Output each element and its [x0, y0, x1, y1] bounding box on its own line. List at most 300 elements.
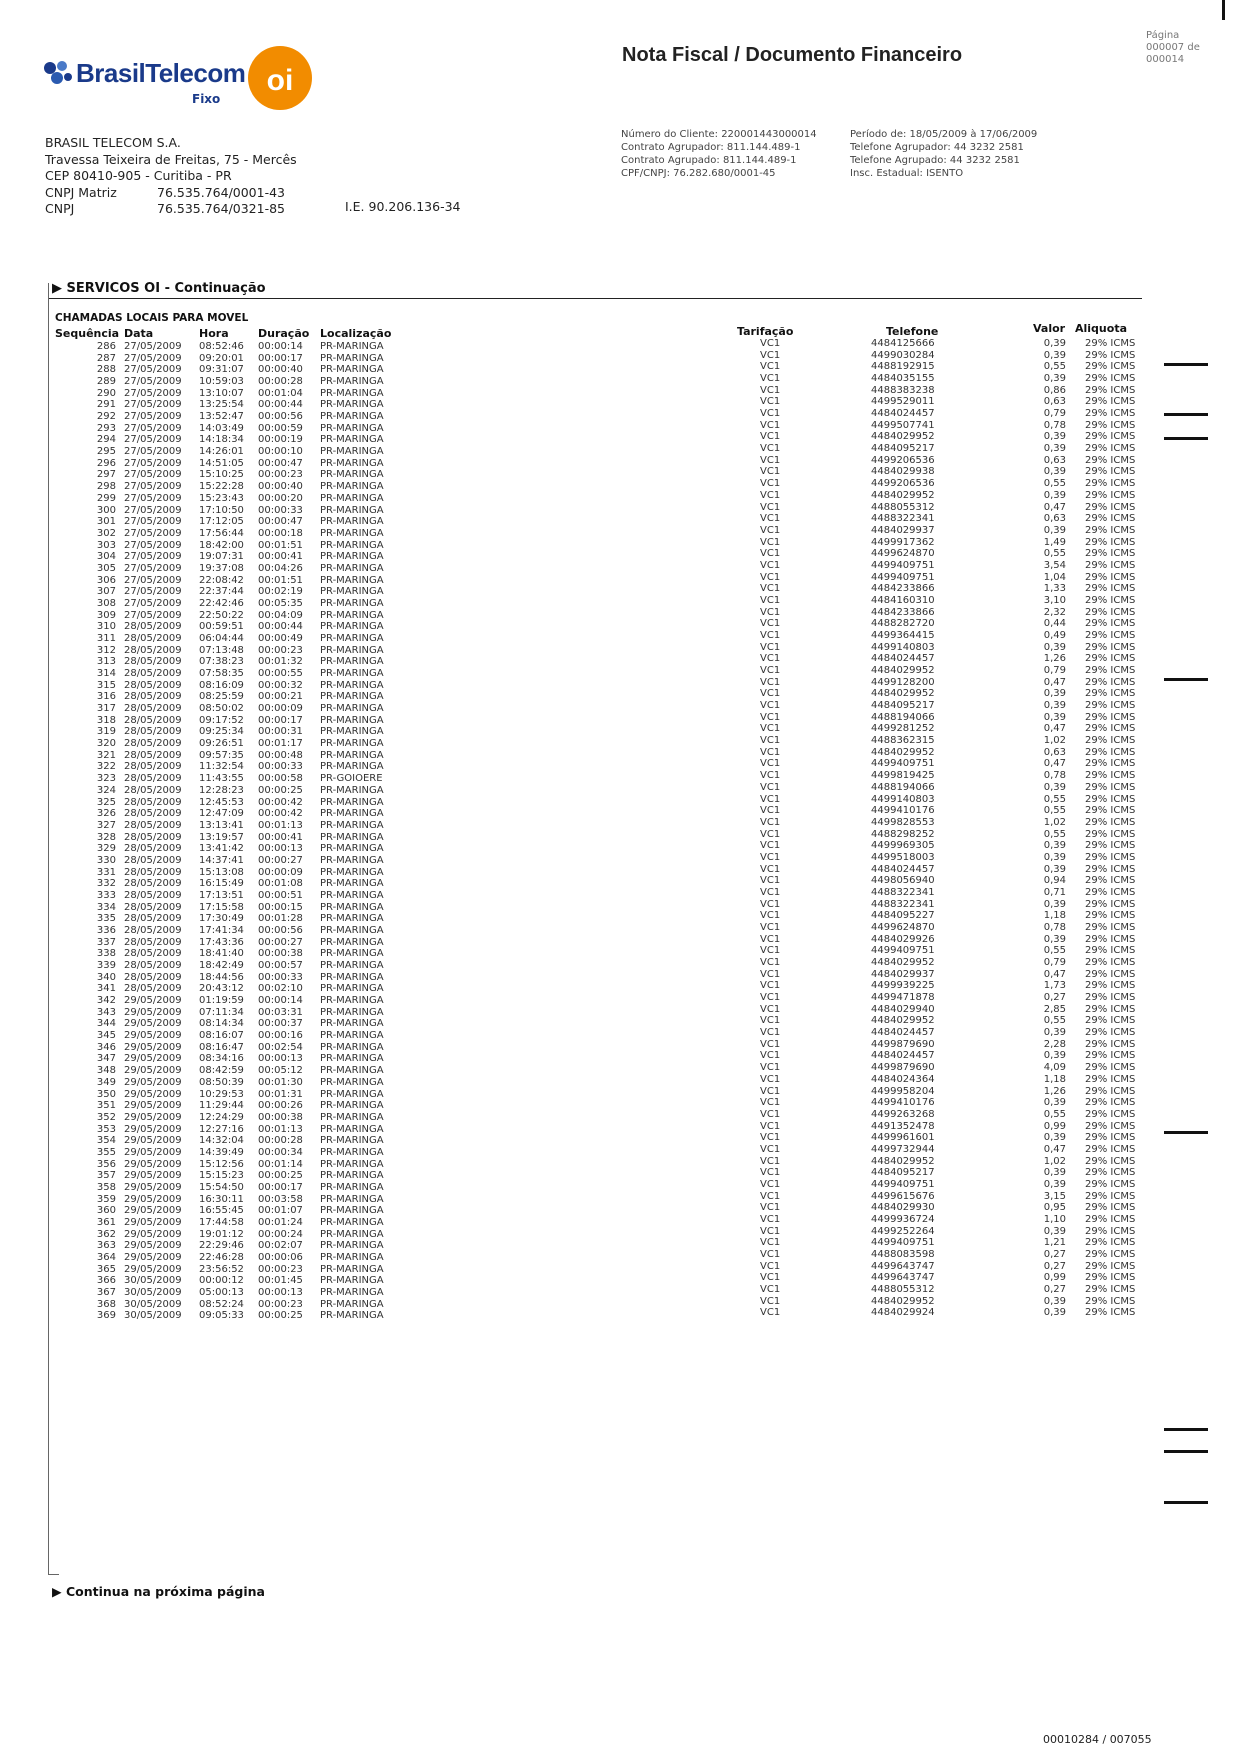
row-value: 0,55 — [1043, 548, 1066, 560]
row-rate: 29% ICMS — [1085, 338, 1136, 349]
row-phone: 4484029940 — [871, 1003, 935, 1015]
row-duration: 00:00:33 — [258, 971, 303, 983]
row-time: 13:13:41 — [199, 819, 244, 831]
row-seq: 336 — [96, 925, 116, 936]
row-location: PR-MARINGA — [320, 1123, 384, 1135]
row-rate: 29% ICMS — [1085, 1225, 1136, 1237]
row-tariff: VC1 — [760, 886, 781, 898]
row-phone: 4498056940 — [871, 875, 935, 887]
row-tariff: VC1 — [760, 1190, 781, 1202]
row-date: 29/05/2009 — [124, 1217, 182, 1228]
row-rate: 29% ICMS — [1085, 851, 1136, 863]
row-value: 0,39 — [1043, 1050, 1066, 1062]
row-rate: 29% ICMS — [1085, 536, 1136, 548]
row-date: 27/05/2009 — [124, 434, 182, 446]
row-tariff: VC1 — [760, 688, 781, 700]
row-phone: 4499961601 — [871, 1132, 935, 1144]
row-seq: 358 — [96, 1181, 116, 1193]
row-phone: 4484024364 — [871, 1073, 935, 1085]
row-date: 28/05/2009 — [124, 889, 182, 901]
row-phone: 4484125666 — [871, 338, 935, 349]
row-time: 14:26:01 — [199, 446, 244, 458]
row-rate: 29% ICMS — [1085, 641, 1136, 653]
row-date: 29/05/2009 — [124, 1018, 182, 1030]
row-time: 18:42:00 — [199, 539, 244, 551]
row-phone: 4499409751 — [871, 1178, 935, 1190]
row-rate: 29% ICMS — [1085, 419, 1136, 431]
row-date: 28/05/2009 — [124, 656, 182, 668]
row-location: PR-MARINGA — [320, 679, 384, 691]
row-seq: 308 — [96, 597, 116, 609]
row-duration: 00:00:21 — [258, 691, 303, 703]
row-time: 17:15:58 — [199, 901, 244, 913]
col-header-duration: Duração — [258, 327, 310, 340]
row-value: 1,18 — [1043, 910, 1066, 922]
row-tariff: VC1 — [760, 396, 781, 408]
row-date: 28/05/2009 — [124, 773, 182, 785]
row-seq: 350 — [96, 1088, 116, 1100]
row-duration: 00:00:24 — [258, 1228, 303, 1240]
row-location: PR-MARINGA — [320, 1298, 384, 1310]
row-phone: 4484029938 — [871, 466, 935, 478]
row-phone: 4484029952 — [871, 957, 935, 969]
col-header-rate: Aliquota — [1075, 322, 1127, 335]
continue-note — [52, 1584, 265, 1599]
row-value: 0,27 — [1043, 1260, 1066, 1272]
row-value: 0,63 — [1043, 454, 1066, 466]
row-phone: 4499409751 — [871, 1237, 935, 1249]
row-time: 08:16:07 — [199, 1030, 244, 1042]
contrato-agrupado: Contrato Agrupado: 811.144.489-1 — [621, 155, 797, 166]
row-value: 0,39 — [1043, 898, 1066, 910]
row-tariff: VC1 — [760, 571, 781, 583]
row-phone: 4484029926 — [871, 933, 935, 945]
row-date: 29/05/2009 — [124, 1252, 182, 1264]
row-location: PR-MARINGA — [320, 960, 384, 972]
row-rate: 29% ICMS — [1085, 957, 1136, 969]
row-location: PR-MARINGA — [320, 1041, 384, 1053]
row-location: PR-MARINGA — [320, 516, 384, 528]
row-value: 0,47 — [1043, 758, 1066, 770]
row-seq: 296 — [96, 457, 116, 469]
row-location: PR-MARINGA — [320, 901, 384, 913]
row-time: 14:37:41 — [199, 854, 244, 866]
row-rate: 29% ICMS — [1085, 653, 1136, 665]
client-number: Número do Cliente: 220001443000014 — [621, 129, 817, 140]
row-tariff: VC1 — [760, 1237, 781, 1249]
row-phone: 4488362315 — [871, 735, 935, 747]
row-seq: 346 — [96, 1041, 116, 1053]
row-value: 0,55 — [1043, 1108, 1066, 1120]
row-date: 27/05/2009 — [124, 492, 182, 504]
row-time: 19:07:31 — [199, 551, 244, 563]
row-seq: 300 — [96, 504, 116, 516]
margin-mark — [1164, 1428, 1208, 1431]
row-rate: 29% ICMS — [1085, 793, 1136, 805]
row-duration: 00:00:23 — [258, 644, 303, 656]
row-time: 14:03:49 — [199, 422, 244, 434]
row-location: PR-MARINGA — [320, 469, 384, 481]
document-code: 00010284 / 007055 — [1043, 1733, 1152, 1746]
row-phone: 4488322341 — [871, 898, 935, 910]
row-tariff: VC1 — [760, 1062, 781, 1074]
cnpj-row — [45, 201, 297, 218]
row-tariff: VC1 — [760, 746, 781, 758]
row-seq: 291 — [96, 399, 116, 411]
row-seq: 297 — [96, 469, 116, 481]
row-time: 18:44:56 — [199, 971, 244, 983]
row-seq: 312 — [96, 644, 116, 656]
cnpj-matriz-label: CNPJ Matriz — [45, 184, 117, 200]
row-time: 19:01:12 — [199, 1228, 244, 1240]
row-location: PR-MARINGA — [320, 527, 384, 539]
row-seq: 307 — [96, 586, 116, 598]
row-date: 28/05/2009 — [124, 703, 182, 715]
row-phone: 4484024457 — [871, 863, 935, 875]
row-location: PR-MARINGA — [320, 1252, 384, 1264]
row-date: 29/05/2009 — [124, 1065, 182, 1077]
row-rate: 29% ICMS — [1085, 1249, 1136, 1261]
row-duration: 00:00:56 — [258, 925, 303, 936]
row-time: 14:32:04 — [199, 1135, 244, 1147]
row-duration: 00:00:42 — [258, 796, 303, 808]
row-seq: 306 — [96, 574, 116, 586]
row-rate: 29% ICMS — [1085, 384, 1136, 396]
row-duration: 00:01:51 — [258, 539, 303, 551]
row-date: 29/05/2009 — [124, 1228, 182, 1240]
row-time: 20:43:12 — [199, 983, 244, 995]
row-date: 27/05/2009 — [124, 341, 182, 352]
row-value: 0,94 — [1043, 875, 1066, 887]
row-value: 0,39 — [1043, 489, 1066, 501]
row-tariff: VC1 — [760, 1038, 781, 1050]
row-phone: 4499732944 — [871, 1143, 935, 1155]
page-indicator — [1146, 30, 1200, 66]
row-seq: 334 — [96, 901, 116, 913]
row-value: 1,49 — [1043, 536, 1066, 548]
inscricao-estadual: I.E. 90.206.136-34 — [345, 199, 461, 214]
row-rate: 29% ICMS — [1085, 735, 1136, 747]
row-value: 0,47 — [1043, 723, 1066, 735]
row-time: 13:41:42 — [199, 843, 244, 855]
row-seq: 369 — [96, 1310, 116, 1322]
row-value: 0,44 — [1043, 618, 1066, 630]
row-value: 1,21 — [1043, 1237, 1066, 1249]
row-time: 08:50:39 — [199, 1076, 244, 1088]
row-date: 28/05/2009 — [124, 971, 182, 983]
row-location: PR-MARINGA — [320, 1030, 384, 1042]
row-seq: 351 — [96, 1100, 116, 1112]
row-duration: 00:02:10 — [258, 983, 303, 995]
row-tariff: VC1 — [760, 641, 781, 653]
row-value: 0,78 — [1043, 419, 1066, 431]
client-info-right — [850, 128, 1037, 180]
continue-text: Continua na próxima página — [65, 1584, 265, 1599]
row-value: 0,78 — [1043, 922, 1066, 933]
row-value: 0,39 — [1043, 1225, 1066, 1237]
row-location: PR-MARINGA — [320, 422, 384, 434]
row-tariff: VC1 — [760, 758, 781, 770]
row-time: 15:22:28 — [199, 481, 244, 493]
row-time: 12:27:16 — [199, 1123, 244, 1135]
row-rate: 29% ICMS — [1085, 1272, 1136, 1284]
row-time: 08:52:46 — [199, 341, 244, 352]
row-value: 0,39 — [1043, 851, 1066, 863]
row-location: PR-MARINGA — [320, 411, 384, 423]
row-location: PR-MARINGA — [320, 936, 384, 948]
scan-edge-mark — [1222, 0, 1225, 20]
row-rate: 29% ICMS — [1085, 886, 1136, 898]
row-location: PR-MARINGA — [320, 808, 384, 820]
row-seq: 360 — [96, 1205, 116, 1217]
row-location: PR-MARINGA — [320, 983, 384, 995]
row-duration: 00:00:34 — [258, 1146, 303, 1158]
row-rate: 29% ICMS — [1085, 746, 1136, 758]
row-rate: 29% ICMS — [1085, 863, 1136, 875]
row-date: 28/05/2009 — [124, 948, 182, 960]
row-date: 28/05/2009 — [124, 784, 182, 796]
row-duration: 00:00:42 — [258, 808, 303, 820]
row-rate: 29% ICMS — [1085, 1003, 1136, 1015]
row-duration: 00:01:17 — [258, 738, 303, 750]
row-value: 0,86 — [1043, 384, 1066, 396]
row-duration: 00:05:35 — [258, 597, 303, 609]
row-value: 1,04 — [1043, 571, 1066, 583]
row-time: 05:00:13 — [199, 1287, 244, 1299]
row-location: PR-MARINGA — [320, 1240, 384, 1252]
row-date: 28/05/2009 — [124, 633, 182, 644]
row-seq: 319 — [96, 726, 116, 738]
row-time: 07:38:23 — [199, 656, 244, 668]
row-tariff: VC1 — [760, 1260, 781, 1272]
row-duration: 00:00:40 — [258, 481, 303, 493]
row-location: PR-MARINGA — [320, 457, 384, 469]
row-value: 2,85 — [1043, 1003, 1066, 1015]
row-phone: 4499958204 — [871, 1085, 935, 1097]
row-tariff: VC1 — [760, 1132, 781, 1144]
row-tariff: VC1 — [760, 805, 781, 817]
row-date: 29/05/2009 — [124, 1006, 182, 1018]
row-duration: 00:00:28 — [258, 376, 303, 388]
row-time: 12:24:29 — [199, 1111, 244, 1123]
row-time: 08:34:16 — [199, 1053, 244, 1065]
row-seq: 356 — [96, 1158, 116, 1170]
row-location: PR-MARINGA — [320, 796, 384, 808]
row-phone: 4484095217 — [871, 700, 935, 712]
row-seq: 353 — [96, 1123, 116, 1135]
row-tariff: VC1 — [760, 583, 781, 595]
row-phone: 4499879690 — [871, 1038, 935, 1050]
row-date: 30/05/2009 — [124, 1275, 182, 1287]
row-time: 14:39:49 — [199, 1146, 244, 1158]
row-value: 0,78 — [1043, 770, 1066, 782]
row-location: PR-MARINGA — [320, 913, 384, 925]
row-duration: 00:00:27 — [258, 854, 303, 866]
row-phone: 4488055312 — [871, 1284, 935, 1296]
row-date: 27/05/2009 — [124, 446, 182, 458]
row-date: 27/05/2009 — [124, 574, 182, 586]
row-value: 0,95 — [1043, 1202, 1066, 1214]
row-duration: 00:01:30 — [258, 1076, 303, 1088]
brand-name: BrasilTelecom — [76, 58, 246, 88]
row-duration: 00:00:20 — [258, 492, 303, 504]
row-rate: 29% ICMS — [1085, 980, 1136, 992]
row-rate: 29% ICMS — [1085, 665, 1136, 677]
row-tariff: VC1 — [760, 945, 781, 957]
row-phone: 4499409751 — [871, 571, 935, 583]
row-date: 29/05/2009 — [124, 1041, 182, 1053]
row-date: 27/05/2009 — [124, 597, 182, 609]
row-duration: 00:04:09 — [258, 609, 303, 621]
row-tariff: VC1 — [760, 419, 781, 431]
row-tariff: VC1 — [760, 1108, 781, 1120]
row-value: 0,55 — [1043, 805, 1066, 817]
row-date: 27/05/2009 — [124, 364, 182, 376]
row-value: 0,79 — [1043, 665, 1066, 677]
row-location: PR-MARINGA — [320, 1217, 384, 1228]
row-location: PR-MARINGA — [320, 761, 384, 773]
row-date: 28/05/2009 — [124, 843, 182, 855]
row-seq: 328 — [96, 831, 116, 843]
margin-mark — [1164, 1501, 1208, 1504]
row-date: 27/05/2009 — [124, 352, 182, 364]
row-date: 27/05/2009 — [124, 504, 182, 516]
row-duration: 00:00:25 — [258, 784, 303, 796]
row-duration: 00:00:25 — [258, 1170, 303, 1182]
row-tariff: VC1 — [760, 1003, 781, 1015]
row-tariff: VC1 — [760, 594, 781, 606]
row-tariff: VC1 — [760, 338, 781, 349]
margin-mark — [1164, 413, 1208, 416]
row-phone: 4484029937 — [871, 968, 935, 980]
row-location: PR-MARINGA — [320, 644, 384, 656]
telefone-agrupador: Telefone Agrupador: 44 3232 2581 — [850, 142, 1024, 153]
row-rate: 29% ICMS — [1085, 1038, 1136, 1050]
row-location: PR-MARINGA — [320, 1111, 384, 1123]
row-seq: 293 — [96, 422, 116, 434]
row-phone: 4499409751 — [871, 758, 935, 770]
row-seq: 357 — [96, 1170, 116, 1182]
row-date: 29/05/2009 — [124, 1088, 182, 1100]
row-time: 10:29:53 — [199, 1088, 244, 1100]
row-rate: 29% ICMS — [1085, 992, 1136, 1004]
row-time: 17:10:50 — [199, 504, 244, 516]
row-value: 2,32 — [1043, 606, 1066, 618]
row-date: 29/05/2009 — [124, 1263, 182, 1275]
billing-period: Período de: 18/05/2009 à 17/06/2009 — [850, 129, 1038, 140]
row-value: 1,73 — [1043, 980, 1066, 992]
row-phone: 4484233866 — [871, 583, 935, 595]
row-tariff: VC1 — [760, 957, 781, 969]
row-phone: 4488322341 — [871, 886, 935, 898]
row-time: 18:42:49 — [199, 960, 244, 972]
row-location: PR-MARINGA — [320, 1065, 384, 1077]
row-value: 0,39 — [1043, 1132, 1066, 1144]
row-date: 30/05/2009 — [124, 1287, 182, 1299]
row-rate: 29% ICMS — [1085, 618, 1136, 630]
row-tariff: VC1 — [760, 980, 781, 992]
row-rate: 29% ICMS — [1085, 1085, 1136, 1097]
row-phone: 4488322341 — [871, 513, 935, 525]
row-rate: 29% ICMS — [1085, 548, 1136, 560]
row-time: 09:31:07 — [199, 364, 244, 376]
row-rate: 29% ICMS — [1085, 489, 1136, 501]
row-value: 0,39 — [1043, 349, 1066, 361]
row-rate: 29% ICMS — [1085, 1178, 1136, 1190]
row-seq: 287 — [96, 352, 116, 364]
row-location: PR-MARINGA — [320, 726, 384, 738]
row-location: PR-MARINGA — [320, 656, 384, 668]
row-phone: 4488282720 — [871, 618, 935, 630]
row-date: 28/05/2009 — [124, 819, 182, 831]
row-duration: 00:01:32 — [258, 656, 303, 668]
row-time: 16:55:45 — [199, 1205, 244, 1217]
row-phone: 4488194066 — [871, 711, 935, 723]
row-phone: 4488055312 — [871, 501, 935, 513]
row-phone: 4499615676 — [871, 1190, 935, 1202]
row-rate: 29% ICMS — [1085, 1260, 1136, 1272]
row-duration: 00:01:14 — [258, 1158, 303, 1170]
row-rate: 29% ICMS — [1085, 700, 1136, 712]
row-phone: 4484029952 — [871, 688, 935, 700]
row-rate: 29% ICMS — [1085, 1062, 1136, 1074]
margin-mark — [1164, 363, 1208, 366]
row-phone: 4499624870 — [871, 922, 935, 933]
row-rate: 29% ICMS — [1085, 431, 1136, 443]
row-tariff: VC1 — [760, 1214, 781, 1225]
row-time: 18:41:40 — [199, 948, 244, 960]
row-date: 27/05/2009 — [124, 481, 182, 493]
row-rate: 29% ICMS — [1085, 781, 1136, 793]
document-title: Nota Fiscal / Documento Financeiro — [622, 44, 963, 66]
row-duration: 00:00:13 — [258, 843, 303, 855]
row-date: 27/05/2009 — [124, 457, 182, 469]
row-date: 27/05/2009 — [124, 551, 182, 563]
col-header-value: Valor — [1033, 322, 1066, 335]
row-rate: 29% ICMS — [1085, 1015, 1136, 1027]
row-date: 28/05/2009 — [124, 726, 182, 738]
row-seq: 316 — [96, 691, 116, 703]
row-time: 22:42:46 — [199, 597, 244, 609]
row-date: 28/05/2009 — [124, 679, 182, 691]
row-value: 0,27 — [1043, 1249, 1066, 1261]
row-phone: 4499507741 — [871, 419, 935, 431]
row-phone: 4484095217 — [871, 1167, 935, 1179]
row-time: 00:00:12 — [199, 1275, 244, 1287]
row-phone: 4499263268 — [871, 1108, 935, 1120]
row-date: 28/05/2009 — [124, 936, 182, 948]
cnpj-matriz-value: 76.535.764/0001-43 — [157, 184, 286, 200]
row-seq: 323 — [96, 773, 116, 785]
row-value: 1,02 — [1043, 816, 1066, 828]
row-rate: 29% ICMS — [1085, 933, 1136, 945]
row-duration: 00:00:14 — [258, 995, 303, 1007]
row-duration: 00:00:58 — [258, 773, 303, 785]
row-date: 29/05/2009 — [124, 1146, 182, 1158]
row-rate: 29% ICMS — [1085, 875, 1136, 887]
row-time: 19:37:08 — [199, 562, 244, 574]
row-seq: 295 — [96, 446, 116, 458]
row-seq: 309 — [96, 609, 116, 621]
row-location: PR-MARINGA — [320, 481, 384, 493]
row-value: 0,99 — [1043, 1272, 1066, 1284]
row-time: 08:16:47 — [199, 1041, 244, 1053]
row-rate: 29% ICMS — [1085, 478, 1136, 490]
row-tariff: VC1 — [760, 700, 781, 712]
row-time: 22:08:42 — [199, 574, 244, 586]
row-location: PR-MARINGA — [320, 341, 384, 352]
row-duration: 00:04:26 — [258, 562, 303, 574]
